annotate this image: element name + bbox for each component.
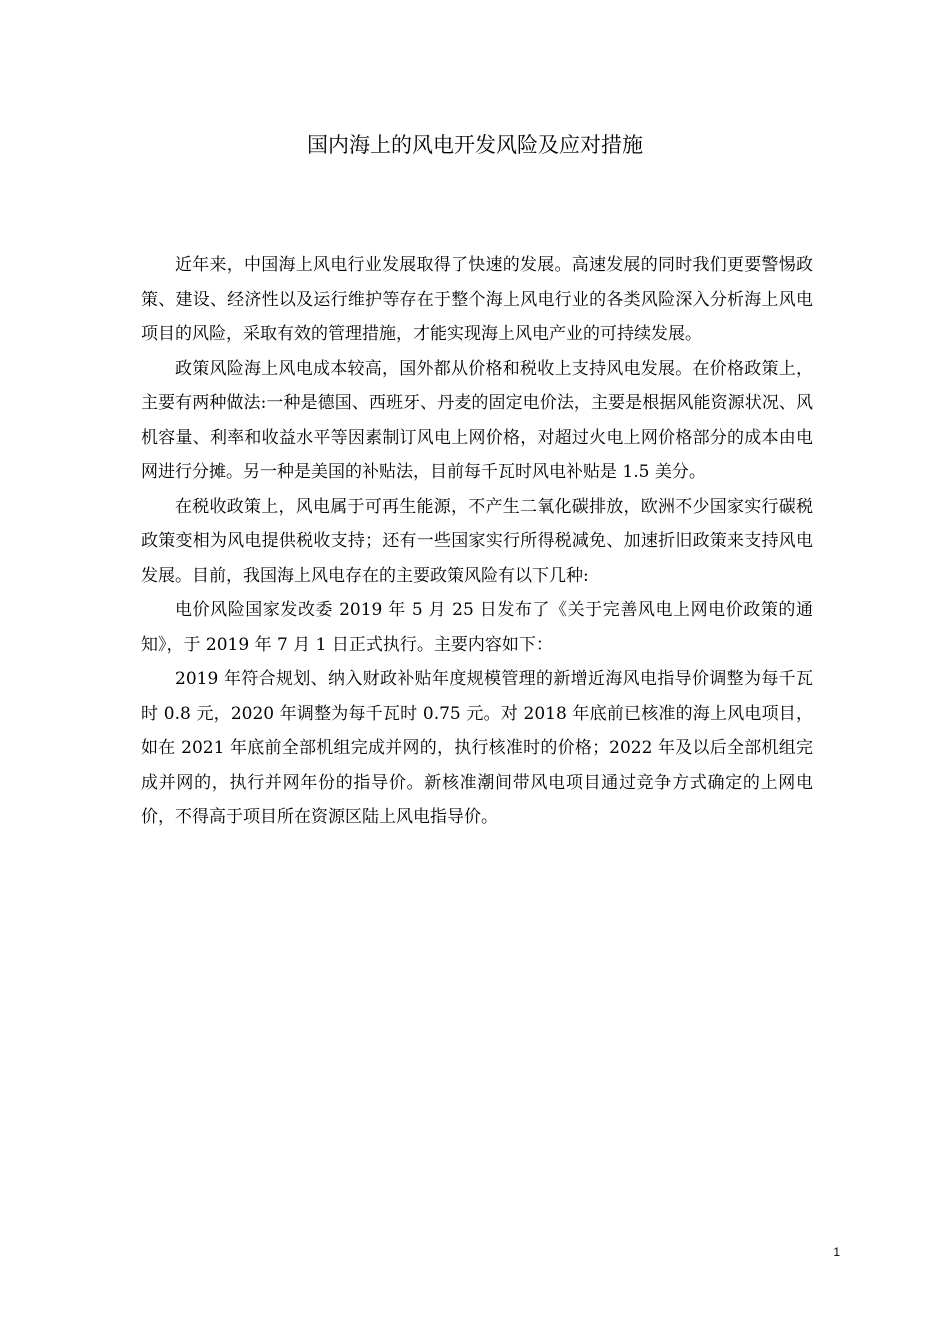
paragraph-policy-risk: 政策风险海上风电成本较高，国外都从价格和税收上支持风电发展。在价格政策上，主要有两种做法:一种是德国、西班牙、丹麦的固定电价法，主要是根据风能资源状况、风机容量、利率和收益水平等因素制订风电上网价格，对超过火电上网价格部分的成本由电网进行分摊。另一种是美国的补贴法，目前每千瓦时风电补贴是 1.5 美分。 — [141, 358, 813, 482]
page-title: 国内海上的风电开发风险及应对措施 — [307, 133, 643, 157]
paragraph-price-details: 2019 年符合规划、纳入财政补贴年度规模管理的新增近海风电指导价调整为每千瓦时 0.8 元，2020 年调整为每千瓦时 0.75 元。对 2018 年底前已核准的海上风电项目，如在 2021 年底前全部机组完成并网的，执行核准时的价格；2022 年及以后全部机组完成并网的，执行并网年份的指导价。新核准潮间带风电项目通过竞争方式确定的上网电价，不得高于项目所在资源区陆上风电指导价。 — [141, 669, 813, 827]
page-number: 1 — [833, 1245, 840, 1259]
paragraph-intro: 近年来，中国海上风电行业发展取得了快速的发展。高速发展的同时我们更要警惕政策、建设、经济性以及运行维护等存在于整个海上风电行业的各类风险深入分析海上风电项目的风险，采取有效的管理措施，才能实现海上风电产业的可持续发展。 — [141, 255, 813, 344]
paragraph-tax-policy: 在税收政策上，风电属于可再生能源，不产生二氧化碳排放，欧洲不少国家实行碳税政策变相为风电提供税收支持；还有一些国家实行所得税减免、加速折旧政策来支持风电发展。目前，我国海上风电存在的主要政策风险有以下几种: — [141, 496, 813, 586]
document-body — [141, 248, 813, 835]
paragraph-price-risk: 电价风险国家发改委 2019 年 5 月 25 日发布了《关于完善风电上网电价政策的通知》，于 2019 年 7 月 1 日正式执行。主要内容如下： — [141, 600, 813, 655]
